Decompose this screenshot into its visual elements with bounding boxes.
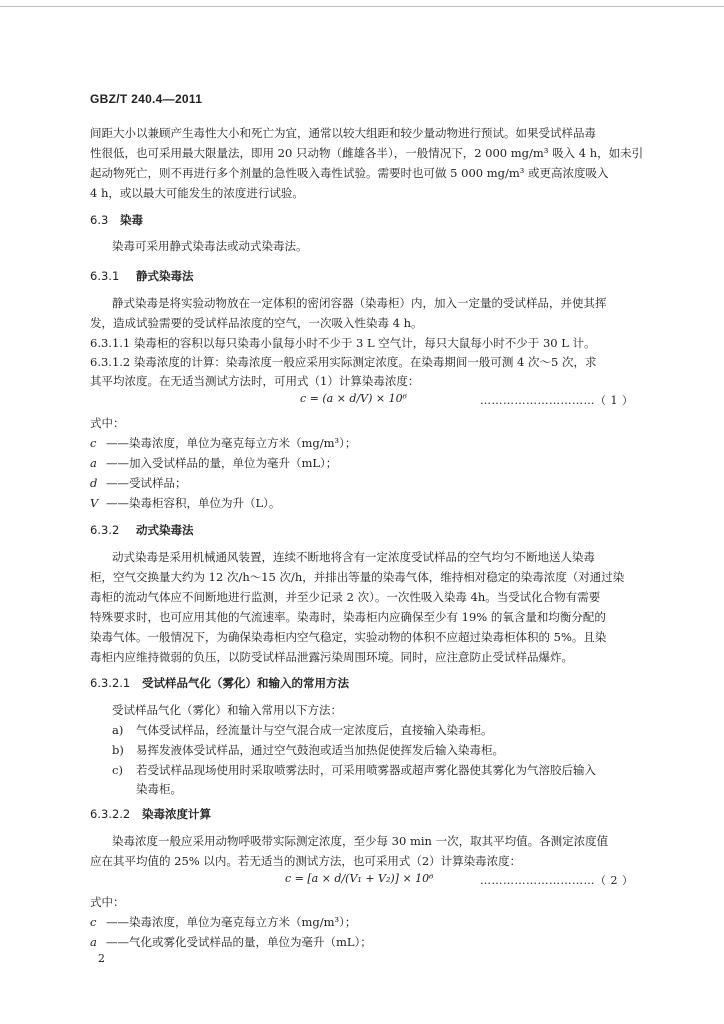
section-title: 静式染毒法	[136, 269, 194, 283]
list-marker: a)	[112, 723, 124, 737]
paragraph-line: 染毒可采用静式染毒法或动式染毒法。	[112, 239, 308, 253]
intro-line: 间距大小以兼顾产生毒性大小和死亡为宜，通常以较大组距和较少量动物进行预试。如果受试样品毒	[90, 126, 596, 140]
where-label: 式中：	[90, 416, 125, 430]
formula-ref-1: …………………………（ 1 ）	[480, 394, 634, 407]
list-marker: c)	[112, 763, 123, 777]
page-number: 2	[98, 952, 105, 965]
formula-2: c = [a × d/(V₁ + V₂)] × 10⁶	[285, 872, 434, 885]
where-label: 式中：	[90, 895, 125, 909]
list-marker: b)	[112, 743, 124, 757]
paragraph-line: 静式染毒是将实验动物放在一定体积的密闭容器（染毒柜）内，加入一定量的受试样品，并使其挥	[112, 296, 607, 310]
paragraph-line: 毒柜的流动气体应不间断地进行监测，并至少记录 2 次）。一次性吸入染毒 4h。当受试化合物有需要	[90, 590, 601, 604]
list-text: 若受试样品现场使用时采取喷雾法时，可采用喷雾器或超声雾化器使其雾化为气溶胶后输入	[136, 763, 596, 777]
variable-symbol: c	[90, 436, 97, 450]
list-text: 气体受试样品，经流量计与空气混合成一定浓度后，直接输入染毒柜。	[136, 723, 493, 737]
paragraph-line: 特殊要求时，也可应用其他的气流速率。染毒时，染毒柜内应确保至少有 19% 的氧含量和均衡分配的	[90, 610, 606, 624]
list-item	[112, 762, 596, 778]
list-item	[112, 722, 493, 738]
variable-def	[90, 435, 356, 451]
section-number: 6.3	[90, 213, 109, 227]
section-number: 6.3.2	[90, 523, 120, 537]
paragraph-line: 受试样品气化（雾化）和输入常用以下方法：	[112, 703, 342, 717]
intro-line: 性很低，也可采用最大限量法，即用 20 只动物（雌雄各半），一般情况下，2 000 mg/m³ 吸入 4 h，如未引	[90, 146, 644, 160]
variable-def	[90, 934, 372, 950]
section-heading-6-3-2-2	[90, 806, 211, 822]
variable-symbol: a	[90, 935, 97, 949]
formula-1: c = (a × d/V) × 10⁶	[300, 392, 408, 405]
variable-desc: ——染毒柜容积，单位为升（L）。	[106, 496, 281, 510]
paragraph-line: 染毒气体。一般情况下，为确保染毒柜内空气稳定，实验动物的体积不应超过染毒柜体积的 5%。且染	[90, 630, 607, 644]
list-text: 易挥发液体受试样品，通过空气鼓泡或适当加热促使挥发后输入染毒柜。	[136, 743, 504, 757]
paragraph-line: 染毒浓度一般应采用动物呼吸带实际测定浓度，至少每 30 min 一次，取其平均值。各测定浓度值	[112, 834, 609, 848]
paragraph-line: 应在其平均值的 25% 以内。若无适当的测试方法，也可采用式（2）计算染毒浓度：	[90, 854, 522, 868]
section-title: 受试样品气化（雾化）和输入的常用方法	[142, 676, 349, 690]
variable-desc: ——染毒浓度，单位为毫克每立方米（mg/m³）；	[106, 915, 357, 929]
list-text-continued: 染毒柜。	[136, 782, 182, 796]
section-number: 6.3.2.2	[90, 807, 131, 821]
section-number: 6.3.2.1	[90, 676, 131, 690]
paragraph-line: 毒柜内应维持微弱的负压，以防受试样品泄露污染周围环境。同时，应注意防止受试样品爆炸。	[90, 650, 573, 664]
paragraph-line: 其平均浓度。在无适当测试方法时，可用式（1）计算染毒浓度：	[90, 374, 420, 388]
variable-def	[90, 475, 187, 491]
clause-6-3-1-1: 6.3.1.1 染毒柜的容积以每只染毒小鼠每小时不少于 3 L 空气计，每只大鼠每小时不少于 30 L 计。	[90, 336, 596, 350]
section-number: 6.3.1	[90, 269, 120, 283]
variable-desc: ——气化或雾化受试样品的量，单位为毫升（mL）；	[106, 935, 372, 949]
variable-def	[90, 495, 280, 511]
section-title: 染毒浓度计算	[142, 807, 211, 821]
top-rule	[0, 6, 724, 7]
paragraph-line: 动式染毒是采用机械通风装置，连续不断地将含有一定浓度受试样品的空气均匀不断地送人染毒	[112, 550, 595, 564]
variable-symbol: c	[90, 915, 97, 929]
intro-line: 起动物死亡，则不再进行多个剂量的急性吸入毒性试验。需要时也可做 5 000 mg/m³ 或更高浓度吸入	[90, 166, 609, 180]
section-heading-6-3-2-1	[90, 675, 349, 691]
variable-symbol: V	[90, 496, 99, 510]
section-heading-6-3-1	[90, 268, 194, 284]
variable-desc: ——加入受试样品的量，单位为毫升（mL）；	[106, 456, 338, 470]
paragraph-line: 柜，空气交换量大约为 12 次/h～15 次/h，并排出等量的染毒气体，维持相对稳定的染毒浓度（对通过染	[90, 570, 625, 584]
variable-desc: ——受试样品；	[106, 476, 187, 490]
intro-line: 4 h，或以最大可能发生的浓度进行试验。	[90, 186, 304, 200]
variable-desc: ——染毒浓度，单位为毫克每立方米（mg/m³）；	[106, 436, 357, 450]
paragraph-line: 发，造成试验需要的受试样品浓度的空气，一次吸入性染毒 4 h。	[90, 316, 423, 330]
section-heading-6-3-2	[90, 522, 194, 538]
list-item	[112, 742, 504, 758]
standard-code: GBZ/T 240.4—2011	[90, 92, 203, 106]
variable-def	[90, 455, 337, 471]
section-heading-6-3	[90, 212, 143, 228]
variable-def	[90, 914, 356, 930]
section-title: 动式染毒法	[136, 523, 194, 537]
section-title: 染毒	[120, 213, 143, 227]
variable-symbol: d	[90, 476, 98, 490]
formula-ref-2: …………………………（ 2 ）	[480, 874, 634, 887]
variable-symbol: a	[90, 456, 97, 470]
clause-6-3-1-2: 6.3.1.2 染毒浓度的计算：染毒浓度一般应采用实际测定浓度。在染毒期间一般可测 4 次～5 次，求	[90, 355, 597, 369]
